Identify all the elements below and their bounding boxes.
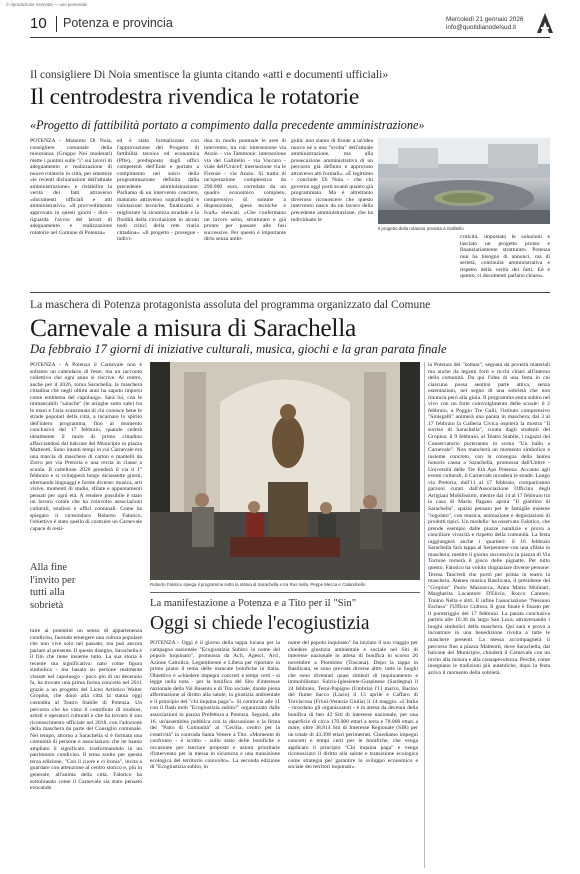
article2-column-3: la Potenza dei "sottani", segnata da povertà materiali ma anche da legami forti e ricchi chiari all'interno della comunità. Da qui l'idea di una festa in cui ciascuno possa sentirsi parte attiva, senza ostentazioni, nel segno di una sobrietà che non rinuncia però alla gioia. Il programma entra subito nel vivo con un forte coinvolgimento delle scuole: il 2 febbraio, a Poggio Tre Galli, l'istituto comprensivo "Sinisgalli" animerà una parata in maschera; dal 3 al 17 febbraio la Galleria Civica ospiterà la mostra "Il sorriso di Sarachella", curata dagli studenti del Gropius; il 9 febbraio, al Teatro Stabile, i ragazzi del Conservatorio porteranno in scena "Un ballo a Carnevale". Non mancherà un momento simbolico e insieme concreto, con la consegna della laurea honoris causa a Sarachella, promossa dall'Unitre - Università delle Tre Età Aps Potenza. Accanto agli eventi culturali, il Carnevale invaderà le strade. Lungo via Pretoria, dall'11 al 17 febbraio, compariranno garzoni curati dall'Associazione Officina degli Artigiani Mobilissimi, mentre dal 14 al 17 febbraio tra la casa di Mario Pagano aprirà "Il giardino di Sarachella", spazio pensato per le famiglie insieme "regolato", con musica, animazione e degustazioni di prodotti tipici. Un modello: ha osservato Falotico, che prende esempio dalle piazze natalizie e prova a conciliare vivacità e rispetto della comunità. La festa raggiungerà anche i quartieri: il 16 febbraio Sarachella farà tappa al Serpentone con una sfilata in maschera, mentre il giorno successivo in piazza di Via Torrone tornerà il gioco delle pignatte. Per tutto questo, Falotico ha voluto ringraziare diverse persone: Teresa Tancredi che portò per prima in teatro la maschera, Ateneo musica Basilicata, il presidente del "Gropius" Paolo Mazzocca, Anna Maria Molinari, Margherita Locantore D'Elicio, Rocco Cantore, Tonino Nella e altri. E infine l'associazione "Nessuno Escluso" l'Ufficio Cultura. Il gran finale è fissato per il pomeriggio del 17 febbraio. La parata conclusiva partirà alle 16:30 da largo San Luca, attraversando i luoghi simbolici della maschera. Qui sarà e prova a incontrare in una benedizione rivolta a tutte le maschere presenti. La messa accompagnerà il percorso fino a piazza Matteotti, dove Sarachella, dal balcone del Municipio, chiuderà il Carnevale con un invito alla misura e alla consapevolezza. Perché, come insegnano le tradizioni più autentiche, dopo la festa arriva il momento della sobrietà. [428,362,550,676]
top-notice: © riproduzione riservata — uso personale [6,2,88,7]
page-number: 10 [30,15,47,32]
section-name: Potenza e provincia [63,16,173,30]
article1-subhead: «Progetto di fattibilità portato a compimento dalla precedente amministrazione» [30,118,425,132]
article3-column-1: POTENZA - Oggi è il giorno della tappa lucana per la campagna nazionale "Ecogiustizia Subito: in nome del popolo inquinato", promossa da Acli, Agesci, Arci, Azione Cattolica, Legambiente e Libera per riportare in primo piano il tema delle mancate bonifiche in Italia. Obiettivo è «chiedere impegni concreti e tempi certi - si legge nella nota - per la bonifica del Sito d'interesse nazionale della Val Basento e di Tito sociale, dando piena affermazione al diritto alla salute, la giustizia ambientale e il principio del "chi inquina paga"». Si comincia alle 11 con il flash mob "Ecogiustizia subito!" organizzato dalle associazioni in piazza Prefettura a Potenza. Seguirà, alle 16, un'assemblea pubblica con la discussione e la firma del "Patto di Comunità" al "Cecilia, centro per la creatività" in contrada Santa Venere a Tito. «Momento di confronto - è scritto - sullo stato delle bonifiche e occasione per lanciare proposte e azioni prioritarie d'intervento per la messa in sicurezza e una transizione ecologica del territorio coinvolto». La seconda edizione di "Ecogiustizia subito, in [150,640,280,771]
article1-column-4: guità: non siamo di fronte a un'idea nuova né a una "svolta" dell'attuale amministrazione, ma alla prosecuzione amministrativa di un percorso già definito e approvato attraverso atti formali». «È legittimo - conclude Di Noia - che chi governa oggi porti avanti quanto già programmato. Ma è altrettanto doveroso riconoscere che questo intervento nasce da un lavoro della precedente amministrazione, che ha individuato le [291,138,373,223]
article3-kicker: La manifestazione a Potenza e a Tito per il "Sin" [150,598,357,609]
newspaper-logo-icon [536,12,554,34]
article2-column-1: POTENZA - A Potenza il Carnevale non è soltanto un calendario di feste, ma un racconto collettivo che ogni anno si riscrive. Al centro, anche per il 2026, torna Sarachella, la maschera cittadina che negli ultimi anni ha saputo imporsi come emblema del capoluogo. Sarà lui, con le immancabili "sarache" (le aringhe sotto sale) tra le mani e l'aria scanzonata di chi conosce bene le strade popolari della città, a incarnare lo spirito dell'intero programma, fino al momento conclusivo del 17 febbraio, quando cederà idealmente il ruolo di primo cittadino affacciandosi dal balcone del Municipio in piazza Matteotti. Sono intanti tempi in cui Carnevale era una marcia di maschere di carton e mantelli da Zorro per via Pretoria e una recita in classe a scuola. Il cartellone 2026 prenderà il via il 1° febbraio e si svilupperà lungo diciassette giorni, alternando linguaggi e forme diverse: musica, arti visive, momenti di studio, sfilate e appuntamenti pensati per ogni età. A rendere possibile è stato un lavoro corale che ha coinvolto associazioni culturali, studiosi e uffici comunali. Come ha spiegato il vicesindaco Roberto Falotico, l'obiettivo è stato quello di costruire un Carnevale capace di resti- [30,362,142,532]
article2-photo [150,362,420,580]
article3-headline: Oggi si chiede l'ecogiustizia [150,613,370,634]
page-header [30,12,550,52]
article2-subhead: Da febbraio 17 giorni di iniziative culturali, musica, giochi e la gran parata finale [30,342,447,356]
article1-column-3: dua in modo puntuale le aree di intervento, tra cui: intersezione via Anzio - via Tammone; intersezione via del Gallitello - via Vaccaro - viale dell'Unicef; intersezione via le Firenze - via Anzio. Si tratta di un'operazione complessiva da 290.000 euro, corredata da un quadro economico completo, comprensivo di somme a disposizione, spese tecniche e IvaA» elencati. «Che confermano un lavoro serio, strutturato e già pronto per passare alle fasi successive. Per questo è importante dirlo senza ambi- [204,138,286,243]
roundabout-rendering-image [378,138,550,224]
article2-headline: Carnevale a misura di Sarachella [30,313,356,342]
article2-pull-quote: Alla fine l'invito per tutti alla sobrietà [30,562,76,611]
article1-column-5: criticità, impostato le soluzioni e lasciato un progetto pronto e finanziariamente strutturato. Potenza non ha bisogno di annunci, ma di serietà, continuità amministrativa e rispetto della verità dei fatti. Ed è questo, ci documenti parlano chiaro». [460,234,550,280]
article2-column-1b: tuire ai potentini un senso di appartenenza condiviso, facendo emergere una cultura popolare che non vive solo nel passato, ma può ancora parlare al presente. Il questo disegno, Sarachella è il filo che tiene insieme tutto. La sua storia è recente ma significativa: nato come figura simbolica - ma basata su persone realmente vissute nel capoluogo - poco più di un decennio fa, ha trovato una prima forma concreta nel 2011 grazie a un progetto del Liceo Artistico Walter Gropius, che donò alla città la statua oggi custodita al Teatro Stabile di Potenza. Un percorso che ha visto il contributo di studiosi, artisti e operatori culturali e che ha trovato il suo riconoscimento ufficiale nel 2018, con l'adozione della maschera da parte del Consiglio comunale. Nel tempo, attorno a Sarachella si è formata una comunità di persone e associazioni che ne hanno ampliato il significato, trasformandolo in un patrimonio condiviso. Il tema scelto per questa terza edizione, "Con il cuore e ci ironia", invita a guardare con attenzione al centro storico e, più in generale, all'anima della città. Falotico ha sottolineato come il Carnevale sia stato pensato evocando [30,628,142,792]
header-email: info@quotidianodelsud.it [446,24,517,31]
article1-column-2: ed è stato formalizzato con l'approvazione del Progetto di fattibilità tecnica ed economica (Pfte), predisposto dagli uffici competenti dell'Ente e portato a compimento nel solco della programmazione definita dalla precedente amministrazione. Parliamo di un intervento concreto, maturato attraverso sopralluoghi e valutazioni tecniche, finalizzato a migliorare la sicurezza stradale e la fluidità della circolazione in alcuni nodi critici della rete viaria cittadina». «Il progetto - prosegue - indivi- [117,138,199,243]
sarachella-statue-photo-image [150,362,420,580]
article1-photo [378,138,550,224]
article1-headline: Il centrodestra rivendica le rotatorie [30,84,360,110]
article1-photo-caption: Il progetto della rotatoria prevista a Gallitello [378,226,464,231]
header-date: Mercoledì 21 gennaio 2026 [446,16,524,23]
article2-photo-caption: Roberto Falotico spiega il programma sotto la statua di Sarachella e tra Rus nella, Peppe Mecca e Calandriello [150,582,366,587]
article2-kicker: La maschera di Potenza protagonista assoluta del programma organizzato dal Comune [30,298,431,311]
article3-column-2: nome del popolo inquinato" ha iniziato il suo viaggio per chiedere giustizia ambientale e sociale nei Siti di interesse nazionale in attesa di bonifica lo scorso 26 novembre a Piombino (Toscana). Dopo la tappa in Basilicata, se sono previste diverse altre, tutte in luoghi che sono diventati quasi simboli di inquinamento e immobilismo: Sulcis-Iglesiente-Guspinese (Sardegna) il 24 febbraio, Terni-Papigno (Umbria) l'11 marzo, Bacino del fiume Sacco (Lazio) il 15 aprile e Caffaro di Torviscosa (Friuli-Venezia Giulia) il 14 maggio. «L'Italia - ricordano gli organizzatori - è in attesa da decenni della bonifica di ben 42 Siti di interesse nazionale, per una superficie di circa 170.000 ettari a terra e 78.000 ettari a mare, oltre 38.814 Siti di Interesse Regionale (SIR) per un totale di 43.398 ettari perimetrati. Chiediamo impegni concreti e tempi certi per le bonifiche, che venga applicato il principio "Chi inquina paga" e venga riconosciuto il diritto alla salute e transizione ecologica come strategia per garantire lo sviluppo economico e sociale dei territori inquinati». [288,640,418,771]
article1-kicker: Il consigliere Di Noia smentisce la giunta citando «atti e documenti ufficiali» [30,68,389,81]
article1-column-1: POTENZA - Massimo Di Noia, consigliere comunale della minoranza (Gruppo Noi moderati) mette i puntini sulle "i" sui lavori di adeguamento e realizzazione di nuove rotatorie in città, per smentire «le recenti dichiarazioni dell'attuale amministrazione» e ristabilire la verità dei fatti attraverso «documenti ufficiali e atti amministrativi». «Il provvedimento approvato in questi giorni - dice - riguarda l'avvio dei lavori di adeguamento e realizzazione rotatorie nel Comune di Potenza» [30,138,112,236]
